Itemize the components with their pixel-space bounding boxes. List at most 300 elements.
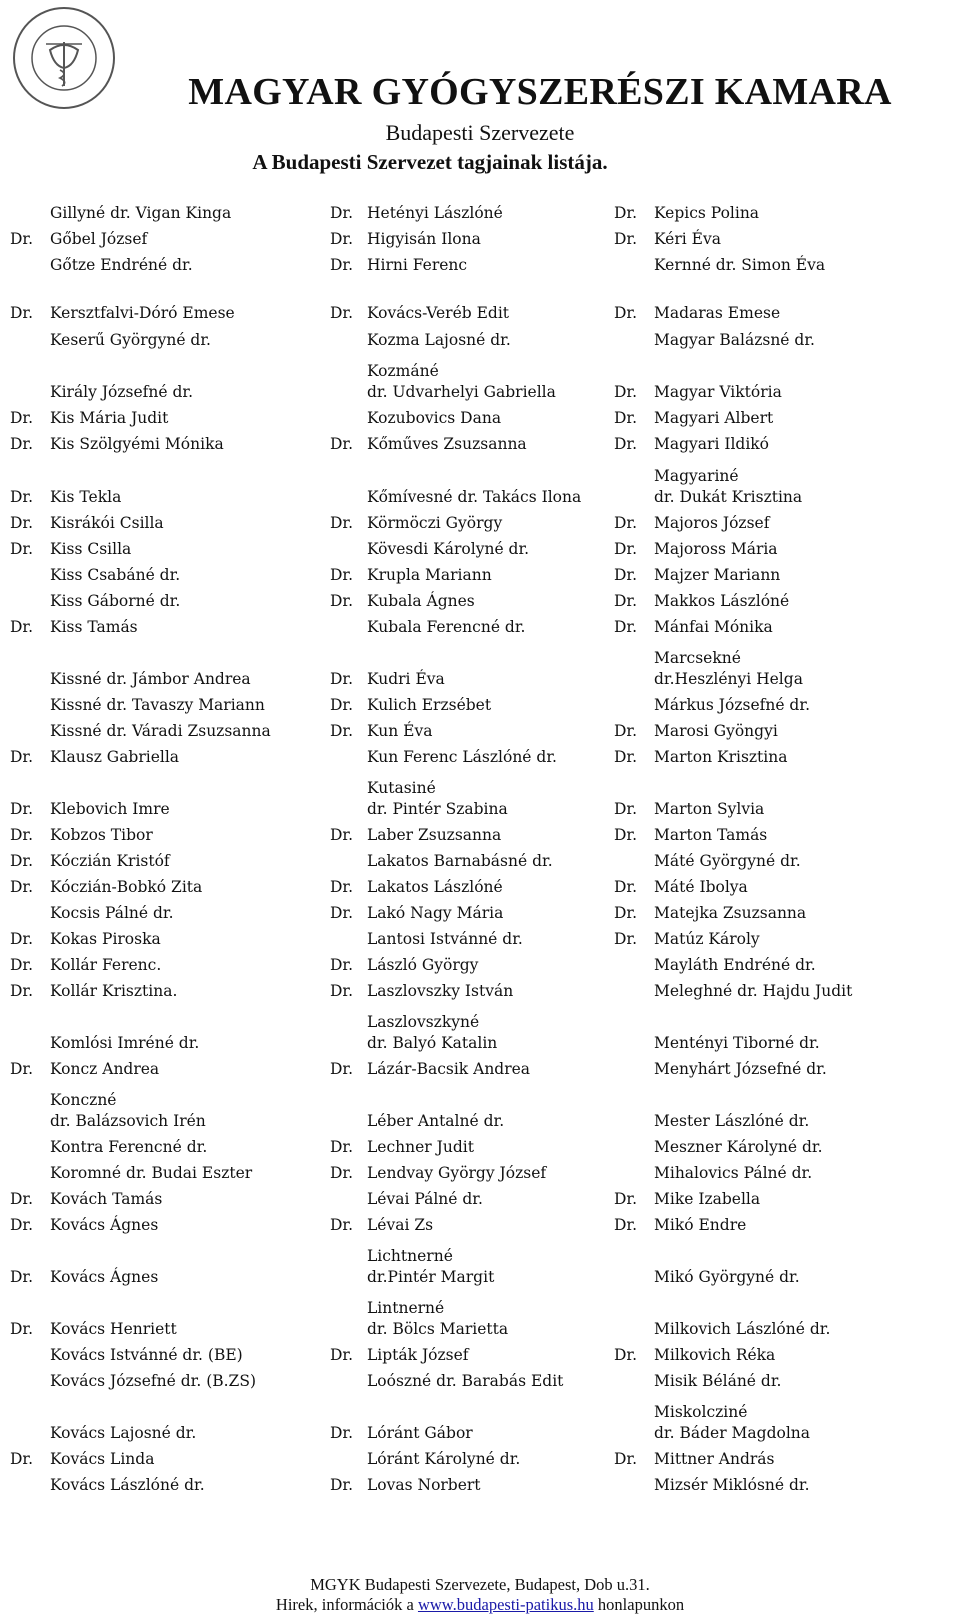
title-prefix: Dr. <box>614 878 638 896</box>
member-entry <box>0 229 320 250</box>
member-entry <box>0 591 320 612</box>
footer-address: MGYK Budapesti Szervezete, Budapest, Dob u.31. <box>310 1575 650 1594</box>
member-entry <box>603 1402 960 1444</box>
member-name: Kőműves Zsuzsanna <box>367 435 527 453</box>
member-name: Magyari Ildikó <box>654 435 770 453</box>
member-entry <box>320 591 603 612</box>
member-name: Kovách Tamás <box>50 1190 163 1208</box>
title-prefix: Dr. <box>10 1060 34 1078</box>
member-name: Kollár Krisztina. <box>50 982 178 1000</box>
member-row <box>0 276 960 324</box>
title-prefix: Dr. <box>330 1060 354 1078</box>
member-row <box>0 638 960 690</box>
member-name: Lévai Zs <box>367 1216 434 1234</box>
member-name: Kiss Gáborné dr. <box>50 592 181 610</box>
member-entry <box>320 721 603 742</box>
member-row <box>0 1158 960 1184</box>
member-name: Kőmívesné dr. Takács Ilona <box>367 488 582 506</box>
member-entry <box>603 1189 960 1210</box>
member-entry <box>603 1475 960 1496</box>
title-prefix: Dr. <box>614 540 638 558</box>
member-entry <box>603 382 960 403</box>
member-name: Kovács Linda <box>50 1450 155 1468</box>
member-name: Mánfai Mónika <box>654 618 773 636</box>
title-prefix: Dr. <box>10 800 34 818</box>
title-prefix: Dr. <box>614 800 638 818</box>
member-entry <box>0 981 320 1002</box>
member-name: Koromné dr. Budai Eszter <box>50 1164 253 1182</box>
member-name: Kissné dr. Jámbor Andrea <box>50 670 251 688</box>
member-name: Miskolcziné dr. Báder Magdolna <box>654 1403 811 1442</box>
member-name: Kiss Csabáné dr. <box>50 566 181 584</box>
member-entry <box>320 669 603 690</box>
organization-title: MAGYAR GYÓGYSZERÉSZI KAMARA <box>188 71 892 113</box>
member-name: Kis Tekla <box>50 488 122 506</box>
title-prefix: Dr. <box>614 618 638 636</box>
member-row <box>0 1366 960 1392</box>
member-name: Makkos Lászlóné <box>654 592 790 610</box>
member-name: Meleghné dr. Hajdu Judit <box>654 982 853 1000</box>
member-entry <box>320 903 603 924</box>
member-name: Milkovich Réka <box>654 1346 776 1364</box>
title-prefix: Dr. <box>10 852 34 870</box>
member-name: Kubala Ferencné dr. <box>367 618 526 636</box>
member-entry <box>603 303 960 324</box>
member-name: Kutasiné dr. Pintér Szabina <box>367 779 508 818</box>
member-entry <box>320 1371 603 1392</box>
title-prefix: Dr. <box>330 230 354 248</box>
member-entry <box>320 1163 603 1184</box>
member-entry <box>0 1090 320 1132</box>
member-entry <box>0 877 320 898</box>
member-name: Madaras Emese <box>654 304 781 322</box>
member-row <box>0 534 960 560</box>
member-row <box>0 1288 960 1340</box>
title-prefix: Dr. <box>330 1216 354 1234</box>
member-name: Király Józsefné dr. <box>50 383 194 401</box>
member-entry <box>603 565 960 586</box>
member-name: Lipták József <box>367 1346 469 1364</box>
member-name: Komlósi Imréné dr. <box>50 1034 200 1052</box>
member-name: Konczné dr. Balázsovich Irén <box>50 1091 206 1130</box>
member-name: Lichtnerné dr.Pintér Margit <box>367 1247 495 1286</box>
member-entry <box>0 721 320 742</box>
title-prefix: Dr. <box>10 514 34 532</box>
member-entry <box>603 466 960 508</box>
member-entry <box>320 1423 603 1444</box>
member-entry <box>0 434 320 455</box>
member-entry <box>603 1033 960 1054</box>
member-name: Marosi Gyöngyi <box>654 722 778 740</box>
member-name: Kéri Éva <box>654 230 721 248</box>
member-row <box>0 924 960 950</box>
member-row <box>0 1132 960 1158</box>
member-entry <box>0 929 320 950</box>
member-name: Kozma Lajosné dr. <box>367 331 511 349</box>
member-entry <box>320 981 603 1002</box>
member-entry <box>603 648 960 690</box>
member-entry <box>603 434 960 455</box>
member-entry <box>603 903 960 924</box>
title-prefix: Dr. <box>330 1164 354 1182</box>
title-prefix: Dr. <box>614 566 638 584</box>
member-name: Kóczián Kristóf <box>50 852 170 870</box>
member-name: Lóránt Károlyné dr. <box>367 1450 521 1468</box>
member-entry <box>320 487 603 508</box>
member-row <box>0 612 960 638</box>
title-prefix: Dr. <box>10 618 34 636</box>
member-entry <box>0 1059 320 1080</box>
member-name: Mihalovics Pálné dr. <box>654 1164 813 1182</box>
member-entry <box>603 1449 960 1470</box>
title-prefix: Dr. <box>330 670 354 688</box>
title-prefix: Dr. <box>10 540 34 558</box>
title-prefix: Dr. <box>10 1450 34 1468</box>
member-name: Kovács Ágnes <box>50 1216 159 1234</box>
member-entry <box>603 981 960 1002</box>
member-name: Laber Zsuzsanna <box>367 826 502 844</box>
member-entry <box>603 203 960 224</box>
member-entry <box>0 203 320 224</box>
member-name: Majzer Mariann <box>654 566 781 584</box>
member-entry <box>603 695 960 716</box>
member-name: Misik Béláné dr. <box>654 1372 782 1390</box>
member-entry <box>603 877 960 898</box>
title-prefix: Dr. <box>614 748 638 766</box>
member-entry <box>320 877 603 898</box>
member-row <box>0 586 960 612</box>
member-entry <box>0 1137 320 1158</box>
member-name: Kiss Csilla <box>50 540 132 558</box>
member-row <box>0 768 960 820</box>
member-name: Kontra Ferencné dr. <box>50 1138 208 1156</box>
member-entry <box>0 1319 320 1340</box>
member-entry <box>320 929 603 950</box>
title-prefix: Dr. <box>330 904 354 922</box>
member-name: Kocsis Pálné dr. <box>50 904 174 922</box>
member-name: Kovács Istvánné dr. (BE) <box>50 1346 243 1364</box>
title-prefix: Dr. <box>614 304 638 322</box>
title-prefix: Dr. <box>330 878 354 896</box>
member-row <box>0 1184 960 1210</box>
member-entry <box>320 1111 603 1132</box>
member-row <box>0 716 960 742</box>
title-prefix: Dr. <box>10 1216 34 1234</box>
member-name: Klebovich Imre <box>50 800 170 818</box>
member-entry <box>603 1137 960 1158</box>
member-entry <box>320 825 603 846</box>
title-prefix: Dr. <box>330 592 354 610</box>
member-row <box>0 846 960 872</box>
member-entry <box>603 851 960 872</box>
title-prefix: Dr. <box>614 409 638 427</box>
member-name: Hetényi Lászlóné <box>367 204 503 222</box>
member-list <box>0 198 960 1496</box>
member-name: Lóránt Gábor <box>367 1424 473 1442</box>
member-name: Kobzos Tibor <box>50 826 153 844</box>
member-name: Kokas Piroska <box>50 930 161 948</box>
member-name: Krupla Mariann <box>367 566 492 584</box>
member-entry <box>320 955 603 976</box>
member-entry <box>0 539 320 560</box>
title-prefix: Dr. <box>614 514 638 532</box>
member-name: Marton Krisztina <box>654 748 788 766</box>
title-prefix: Dr. <box>330 696 354 714</box>
member-name: Koncz Andrea <box>50 1060 160 1078</box>
member-entry <box>320 778 603 820</box>
member-entry <box>320 1012 603 1054</box>
member-entry <box>320 539 603 560</box>
member-entry <box>320 1345 603 1366</box>
member-entry <box>0 1215 320 1236</box>
member-row <box>0 872 960 898</box>
member-entry <box>0 747 320 768</box>
member-name: Máté Györgyné dr. <box>654 852 801 870</box>
member-name: Kis Szölgyémi Mónika <box>50 435 224 453</box>
member-name: Lantosi Istvánné dr. <box>367 930 523 948</box>
member-entry <box>0 1371 320 1392</box>
title-prefix: Dr. <box>10 956 34 974</box>
member-name: Mikó Endre <box>654 1216 747 1234</box>
member-entry <box>320 330 603 351</box>
member-entry <box>603 721 960 742</box>
member-entry <box>320 1475 603 1496</box>
member-entry <box>320 513 603 534</box>
member-name: Kóczián-Bobkó Zita <box>50 878 203 896</box>
member-entry <box>320 1298 603 1340</box>
member-name: Kubala Ágnes <box>367 592 475 610</box>
title-prefix: Dr. <box>10 826 34 844</box>
member-entry <box>603 539 960 560</box>
member-entry <box>0 669 320 690</box>
member-name: Laszlovszky István <box>367 982 514 1000</box>
title-prefix: Dr. <box>614 722 638 740</box>
footer-info-prefix: Hirek, információk a <box>275 1595 418 1614</box>
member-name: Magyari Albert <box>654 409 774 427</box>
member-name: Marton Sylvia <box>654 800 765 818</box>
member-name: Máté Ibolya <box>654 878 748 896</box>
logo-seal-icon <box>10 4 118 112</box>
member-entry <box>320 255 603 276</box>
title-prefix: Dr. <box>10 1190 34 1208</box>
member-name: Kozubovics Dana <box>367 409 502 427</box>
title-prefix: Dr. <box>614 1346 638 1364</box>
member-name: Kollár Ferenc. <box>50 956 162 974</box>
title-prefix: Dr. <box>614 383 638 401</box>
member-entry <box>320 434 603 455</box>
member-name: Kovács Lászlóné dr. <box>50 1476 205 1494</box>
title-prefix: Dr. <box>10 748 34 766</box>
member-row <box>0 1470 960 1496</box>
member-name: Kun Éva <box>367 722 433 740</box>
chamber-logo <box>10 4 118 112</box>
member-name: Lakatos Barnabásné dr. <box>367 852 553 870</box>
member-name: Higyisán Ilona <box>367 230 481 248</box>
footer-info-suffix: honlapunkon <box>593 1595 685 1614</box>
member-name: Milkovich Lászlóné dr. <box>654 1320 831 1338</box>
member-name: Kissné dr. Váradi Zsuzsanna <box>50 722 271 740</box>
member-entry <box>0 513 320 534</box>
title-prefix: Dr. <box>330 982 354 1000</box>
member-row <box>0 742 960 768</box>
member-name: Kovács Lajosné dr. <box>50 1424 197 1442</box>
member-entry <box>320 303 603 324</box>
member-entry <box>0 1267 320 1288</box>
member-entry <box>0 1163 320 1184</box>
member-entry <box>603 747 960 768</box>
member-name: Keserű Györgyné dr. <box>50 331 211 349</box>
member-name: Lechner Judit <box>367 1138 474 1156</box>
member-entry <box>320 617 603 638</box>
title-prefix: Dr. <box>10 488 34 506</box>
member-name: Marton Tamás <box>654 826 768 844</box>
title-prefix: Dr. <box>10 982 34 1000</box>
member-name: Mittner András <box>654 1450 775 1468</box>
title-prefix: Dr. <box>330 1476 354 1494</box>
title-prefix: Dr. <box>614 904 638 922</box>
member-name: Mentényi Tiborné dr. <box>654 1034 820 1052</box>
member-entry <box>0 1423 320 1444</box>
member-name: Kernné dr. Simon Éva <box>654 256 826 274</box>
member-row <box>0 1392 960 1444</box>
member-name: Kozmáné dr. Udvarhelyi Gabriella <box>367 362 556 401</box>
member-entry <box>0 487 320 508</box>
member-name: Lázár-Bacsik Andrea <box>367 1060 531 1078</box>
member-name: Kiss Tamás <box>50 618 138 636</box>
member-name: Márkus Józsefné dr. <box>654 696 810 714</box>
member-entry <box>603 617 960 638</box>
list-heading: A Budapesti Szervezet tagjainak listája. <box>252 150 608 174</box>
title-prefix: Dr. <box>614 826 638 844</box>
member-name: Léber Antalné dr. <box>367 1112 505 1130</box>
title-prefix: Dr. <box>10 1268 34 1286</box>
title-prefix: Dr. <box>10 230 34 248</box>
title-prefix: Dr. <box>614 1216 638 1234</box>
member-name: Kissné dr. Tavaszy Mariann <box>50 696 265 714</box>
member-row <box>0 690 960 716</box>
member-row <box>0 198 960 224</box>
title-prefix: Dr. <box>614 1450 638 1468</box>
member-entry <box>0 408 320 429</box>
member-entry <box>0 617 320 638</box>
member-entry <box>603 1059 960 1080</box>
title-prefix: Dr. <box>330 204 354 222</box>
title-prefix: Dr. <box>330 256 354 274</box>
member-name: Matejka Zsuzsanna <box>654 904 807 922</box>
title-prefix: Dr. <box>614 592 638 610</box>
member-entry <box>603 1371 960 1392</box>
member-entry <box>603 1267 960 1288</box>
member-entry <box>320 229 603 250</box>
member-entry <box>0 799 320 820</box>
member-entry <box>0 382 320 403</box>
title-prefix: Dr. <box>614 435 638 453</box>
member-name: Kudri Éva <box>367 670 445 688</box>
member-name: Kun Ferenc Lászlóné dr. <box>367 748 557 766</box>
member-row <box>0 1054 960 1080</box>
title-prefix: Dr. <box>330 1424 354 1442</box>
member-entry <box>603 591 960 612</box>
member-name: Lakatos Lászlóné <box>367 878 503 896</box>
member-name: Lakó Nagy Mária <box>367 904 504 922</box>
member-entry <box>603 929 960 950</box>
title-prefix: Dr. <box>330 826 354 844</box>
member-name: Meszner Károlyné dr. <box>654 1138 823 1156</box>
member-name: Lovas Norbert <box>367 1476 481 1494</box>
member-entry <box>0 851 320 872</box>
member-name: Mayláth Endréné dr. <box>654 956 816 974</box>
member-row <box>0 403 960 429</box>
title-prefix: Dr. <box>330 566 354 584</box>
member-name: Kulich Erzsébet <box>367 696 492 714</box>
member-entry <box>0 825 320 846</box>
member-entry <box>320 1246 603 1288</box>
member-row <box>0 1444 960 1470</box>
member-entry <box>0 1033 320 1054</box>
member-entry <box>0 695 320 716</box>
member-row <box>0 1080 960 1132</box>
member-entry <box>603 1345 960 1366</box>
member-entry <box>0 1449 320 1470</box>
member-name: Mike Izabella <box>654 1190 761 1208</box>
member-row <box>0 976 960 1002</box>
member-entry <box>320 1059 603 1080</box>
footer-info <box>0 1595 960 1615</box>
member-name: Kersztfalvi-Dóró Emese <box>50 304 235 322</box>
footer <box>0 1575 960 1615</box>
member-entry <box>320 203 603 224</box>
member-name: Mizsér Miklósné dr. <box>654 1476 810 1494</box>
title-prefix: Dr. <box>10 304 34 322</box>
member-name: Majoross Mária <box>654 540 778 558</box>
member-name: Kovács Henriett <box>50 1320 177 1338</box>
member-row <box>0 560 960 586</box>
member-entry <box>603 255 960 276</box>
member-row <box>0 508 960 534</box>
title-prefix: Dr. <box>330 304 354 322</box>
member-entry <box>0 1189 320 1210</box>
member-name: Matúz Károly <box>654 930 760 948</box>
member-entry <box>0 955 320 976</box>
member-row <box>0 820 960 846</box>
member-row <box>0 250 960 276</box>
title-prefix: Dr. <box>10 930 34 948</box>
member-entry <box>0 903 320 924</box>
member-row <box>0 898 960 924</box>
title-prefix: Dr. <box>330 435 354 453</box>
title-prefix: Dr. <box>614 1190 638 1208</box>
member-entry <box>0 303 320 324</box>
member-name: Lévai Pálné dr. <box>367 1190 483 1208</box>
member-entry <box>320 1137 603 1158</box>
title-prefix: Dr. <box>614 230 638 248</box>
member-entry <box>320 1215 603 1236</box>
member-name: Kisrákói Csilla <box>50 514 164 532</box>
member-name: Kovács Józsefné dr. (B.ZS) <box>50 1372 256 1390</box>
member-name: Lendvay György József <box>367 1164 547 1182</box>
member-name: Gillyné dr. Vigan Kinga <box>50 204 232 222</box>
member-row <box>0 455 960 508</box>
member-name: Kovács Ágnes <box>50 1268 159 1286</box>
website-link[interactable]: www.budapesti-patikus.hu <box>417 1595 594 1614</box>
member-row <box>0 1340 960 1366</box>
member-name: Körmöczi György <box>367 514 503 532</box>
member-entry <box>603 825 960 846</box>
member-name: Mester Lászlóné dr. <box>654 1112 810 1130</box>
member-name: Kovács-Veréb Edit <box>367 304 510 322</box>
member-name: Loószné dr. Barabás Edit <box>367 1372 564 1390</box>
title-prefix: Dr. <box>614 204 638 222</box>
